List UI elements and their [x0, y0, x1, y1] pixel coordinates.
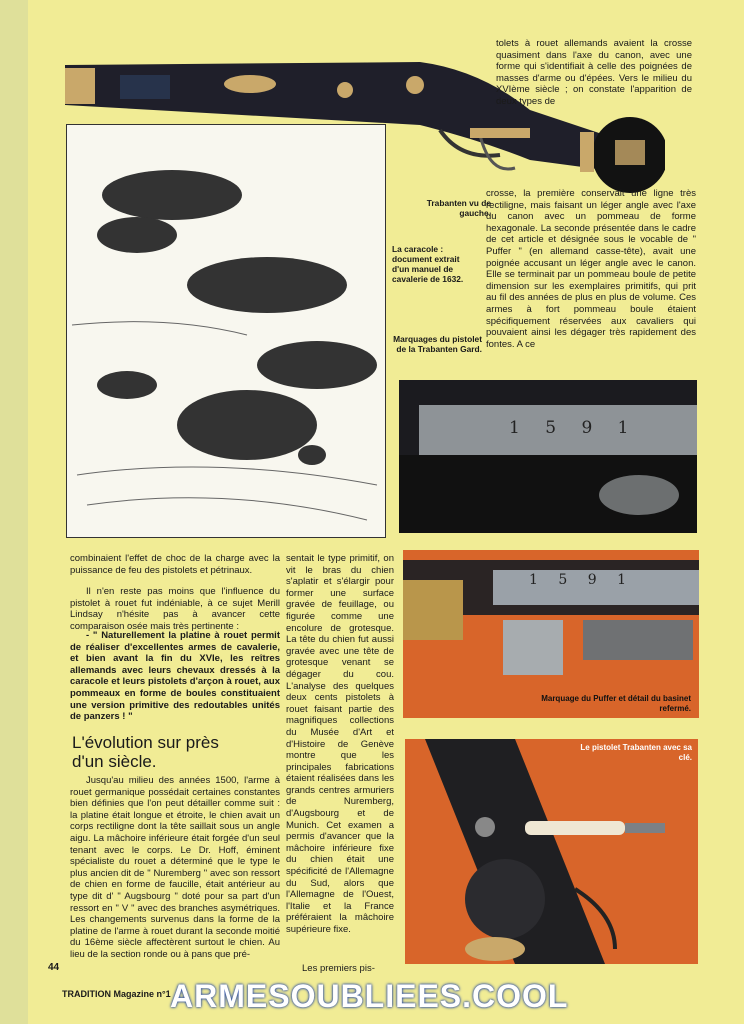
trabanten-key-photo: [405, 739, 698, 964]
article-col-mid-tail: Les premiers pis-: [302, 963, 375, 974]
section-heading: L'évolution sur près d'un siècle.: [72, 733, 219, 771]
barrel-marking-photo: [399, 380, 697, 533]
article-col-left-p2: Il n'en reste pas moins que l'influence du pistolet à rouet fut indéniable, à ce sujet Merill Lindsay n'hésite pas à avancer cette comparaison osée mais très pertinente :: [70, 586, 280, 632]
article-col-left-p3: Jusqu'au milieu des années 1500, l'arme à rouet germanique possédait certaines constantes bien définies que l'on peut détailler comme suit : la platine était longue et étroite, le chien avait un corps rectiligne dont la tête saillait sous un angle aigu. La mâchoire inférieure était forgée d'un seul tenant avec le corps. Le Dr. Hoff, éminent spécialiste du rouet a déterminé que le type le plus ancien dit de " Nuremberg " avec son ressort de chien en forme de faucille, était antérieur au type dit d' " Augsbourg " doté pour sa part d'un ressort en " V " avec des branches asymétriques. Les changements survenus dans la forme de la platine de l'arme à rouet durant la seconde moitié du 16ème siècle affectèrent surtout le chien. Au lieu de la section ronde ou à pans que pré-: [70, 775, 280, 960]
caption-caracole: La caracole : document extrait d'un manuel de cavalerie de 1632.: [392, 244, 464, 284]
article-col-left-p1: combinaient l'effet de choc de la charge avec la puissance de feu des pistolets et pétrinaux.: [70, 553, 280, 576]
barrel-mark-text: 1 5 9 1: [509, 418, 639, 438]
caracole-engraving: [66, 124, 386, 538]
article-col-top-right: tolets à rouet allemands avaient la crosse quasiment dans l'axe du canon, avec une forme qui s'identifiait à celle des poignées de masses d'arme ou d'épées. Vers le milieu du XVIème siècle ; on constate l'apparition de deux types de: [496, 38, 692, 107]
caption-marquages: Marquages du pistolet de la Trabanten Gard.: [393, 334, 482, 354]
caption-puffer: Marquage du Puffer et détail du basinet refermé.: [541, 694, 691, 713]
puffer-mark-text: 1 5 9 1: [529, 572, 634, 588]
caption-trabanten-left: Trabanten vu de gauche.: [426, 198, 491, 218]
page-number: 44: [48, 962, 60, 973]
watermark: ARMESOUBLIEES.COOL: [170, 978, 569, 1014]
article-col-mid: sentait le type primitif, on vit le bras du chien s'aplatir et s'élargir pour former une surface gravée de feuillage, ou figurée comme une encolure de grotesque. La tête du chien fut aussi gravée avec une tête de grotesque venant se dégager du cou. L'analyse des quelques deux cents pistolets à rouet faisant partie des magnifiques collections du Musée d'Art et d'Histoire de Genève montre que les principales fabrications étaient réalisées dans les grands centres armuriers de Nuremberg, d'Augsbourg et de Munich. Cet examen a permis d'avancer que la mâchoire inférieure fixe du chien était une spécificité de l'Allemagne du Sud, alors que l'Allemagne de l'Ouest, l'Italie et la France préféraient la mâchoire supérieure fixe.: [286, 553, 394, 935]
magazine-footer: TRADITION Magazine n°1: [62, 989, 171, 999]
puffer-photo: [403, 550, 699, 718]
caption-trabanten-cle: Le pistolet Trabanten avec sa clé.: [580, 743, 692, 762]
article-col-left-quote: - " Naturellement la platine à rouet permit de réaliser d'excellentes armes de cavalerie, et bien avant la fin du XVIe, les reîtres allemands avec leurs chevaux dressés à la caracole et leurs pistolets d'arçon à rouet, aux pommeaux en forme de boules constituaient une version primitive des redoutables unités de panzers ! ": [70, 630, 280, 723]
article-col-mid-right: crosse, la première conservait une ligne très rectiligne, mais faisant un léger angle avec l'axe du canon avec un pommeau de forme hexagonale. La seconde présentée dans le cadre de cet article et désignée sous le vocable de " Puffer " (en allemand casse-tête), avait une poignée accusant un léger angle avec le canon. Elle se terminait par un pommeau boule de petite dimension sur les exemplaires primitifs, qui prit au fil des années de plus en plus de volume. Ces armes à fort pommeau boule étaient spécifiquement réservées aux cavaliers qui pouvaient ainsi les dégager très rapidement des fontes. A ce: [486, 188, 696, 350]
